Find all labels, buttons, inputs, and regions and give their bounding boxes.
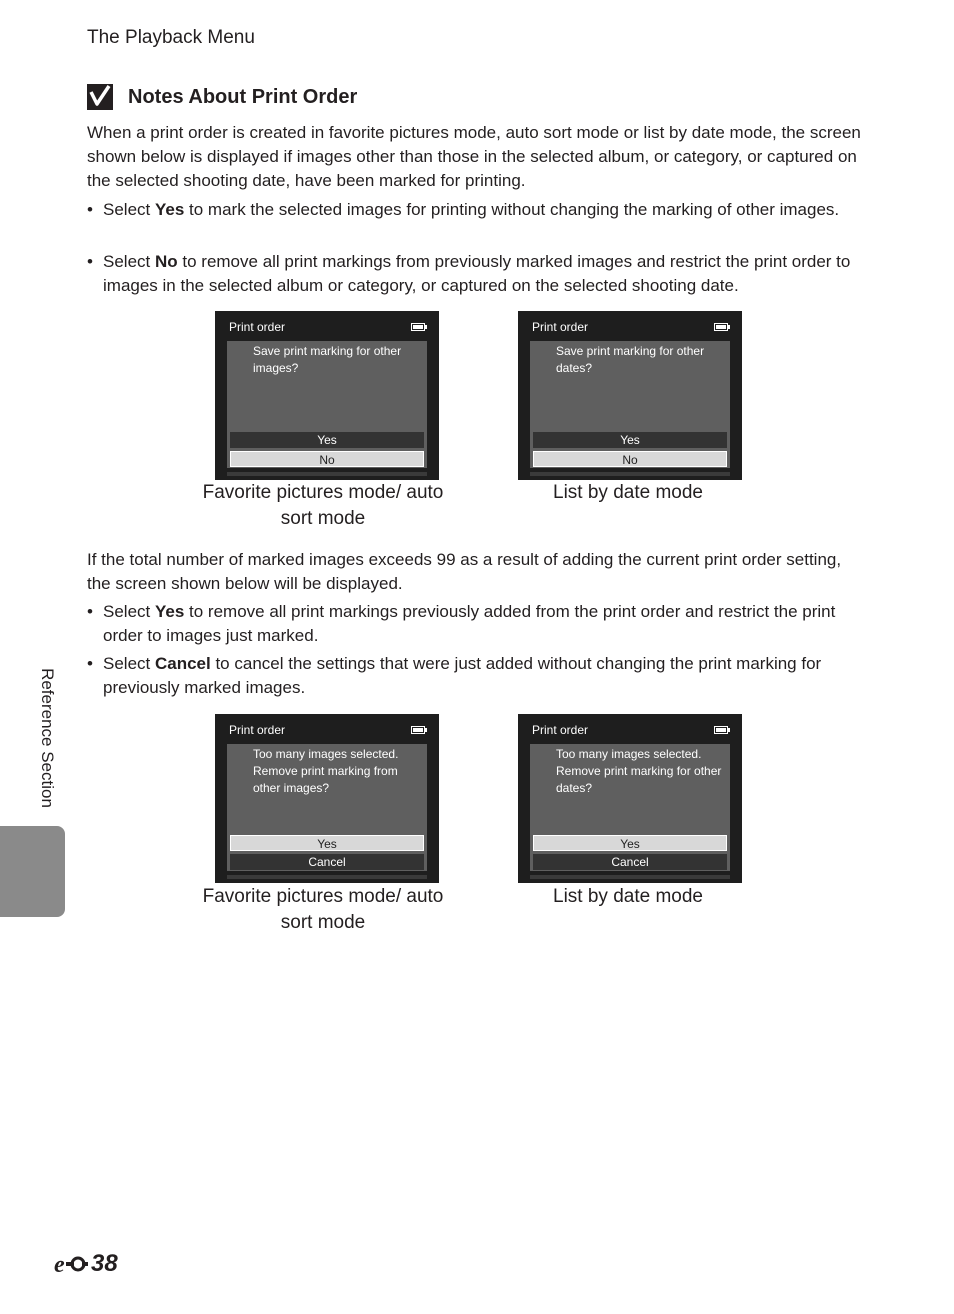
second-paragraph: If the total number of marked images exceeds 99 as a result of adding the current print order setting, the screen shown below will be displayed.	[87, 550, 842, 593]
screen-bottom-bar	[530, 875, 730, 879]
side-section-label: Reference Section	[38, 668, 57, 808]
screen-bottom-bar	[530, 472, 730, 476]
dialog-message: Save print marking for other images?	[253, 344, 402, 375]
camera-screen-favorite-1	[215, 311, 439, 480]
dialog-panel	[227, 744, 427, 871]
option-yes[interactable]: Yes	[230, 432, 424, 448]
bullet-cancel-2: • Select Cancel to cancel the settings that were just added without changing the print marking for previously marked images.	[87, 652, 867, 700]
screen-title: Print order	[532, 723, 589, 737]
camera-screen-date-1	[518, 311, 742, 480]
battery-icon	[714, 323, 728, 331]
caption-date-1: List by date mode	[553, 482, 703, 503]
bullet-yes-2: • Select Yes to remove all print markings previously added from the print order and restrict the print order to images just marked.	[87, 600, 867, 648]
battery-icon	[411, 726, 425, 734]
option-yes[interactable]: Yes	[533, 835, 727, 851]
screen-bottom-bar	[227, 875, 427, 879]
dialog-message: Too many images selected. Remove print marking for other dates?	[556, 747, 722, 795]
camera-screen-date-2	[518, 714, 742, 883]
screen-bottom-bar	[227, 472, 427, 476]
bullet-yes-1: • Select Yes to mark the selected images for printing without changing the marking of other images.	[87, 198, 867, 222]
dialog-panel	[227, 341, 427, 468]
page-number-text: 38	[91, 1250, 118, 1277]
side-section-tab	[0, 826, 65, 917]
checkmark-note-icon	[87, 84, 113, 110]
caption-date-2: List by date mode	[553, 886, 703, 907]
battery-icon	[714, 726, 728, 734]
section-header: The Playback Menu	[87, 27, 255, 48]
note-heading	[87, 84, 357, 110]
svg-text:e: e	[54, 1252, 65, 1278]
note-title: Notes About Print Order	[128, 85, 358, 108]
intro-paragraph: When a print order is created in favorite pictures mode, auto sort mode or list by date mode, the screen shown below is displayed if images other than those in the selected album, or category, or captured on the selected shooting date, have been marked for printing.	[87, 123, 861, 190]
option-yes[interactable]: Yes	[533, 432, 727, 448]
bullet-no-1: • Select No to remove all print markings from previously marked images and restrict the print order to images in the selected album or category, or captured on the selected shooting date.	[87, 250, 867, 298]
option-yes[interactable]: Yes	[230, 835, 424, 851]
dialog-panel	[530, 341, 730, 468]
camera-screen-favorite-2	[215, 714, 439, 883]
caption-favorite-2: Favorite pictures mode/ auto sort mode	[202, 886, 444, 933]
option-cancel[interactable]: Cancel	[230, 854, 424, 870]
dialog-message: Too many images selected. Remove print marking from other images?	[253, 747, 399, 795]
dialog-message: Save print marking for other dates?	[556, 344, 705, 375]
option-cancel[interactable]: Cancel	[533, 854, 727, 870]
caption-favorite-1: Favorite pictures mode/ auto sort mode	[202, 482, 444, 529]
screen-title: Print order	[532, 320, 589, 334]
screen-title: Print order	[229, 723, 286, 737]
reference-e-icon	[54, 1250, 90, 1278]
dialog-panel	[530, 744, 730, 871]
screen-title: Print order	[229, 320, 286, 334]
option-no[interactable]: No	[533, 451, 727, 467]
battery-icon	[411, 323, 425, 331]
option-no[interactable]: No	[230, 451, 424, 467]
page-number	[54, 1250, 118, 1278]
